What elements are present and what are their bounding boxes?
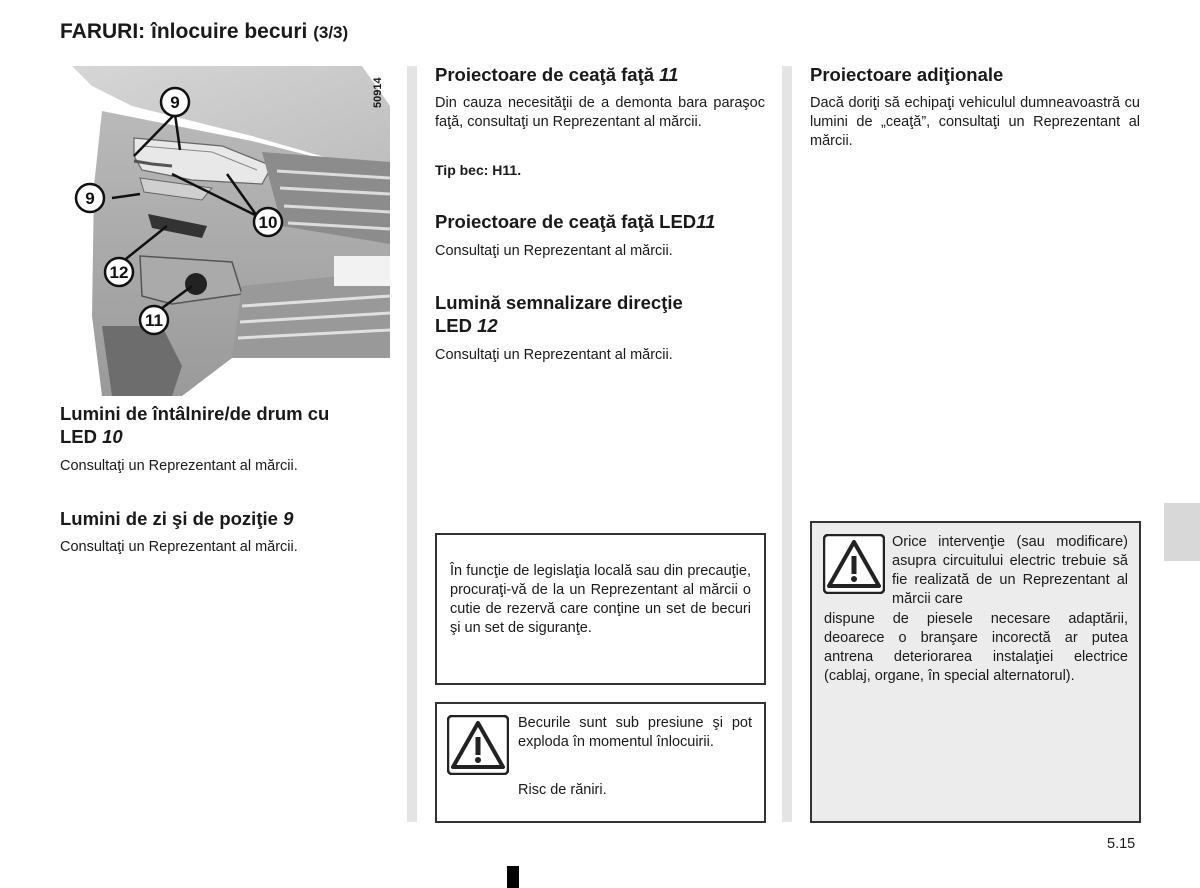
page-number: 5.15 xyxy=(1107,836,1136,852)
car-front-drawing xyxy=(72,66,390,396)
column-separator-2 xyxy=(782,66,792,822)
middle-section3-heading-line1: Lumină semnalizare direcţie xyxy=(435,292,683,313)
page-title-main: FARURI: înlocuire becuri xyxy=(60,20,308,43)
callout-label-11: 11 xyxy=(145,311,163,330)
electrical-warning-text-top: Orice intervenţie (sau modificare) asupra circuitului electric trebuie să fie realizată de un Reprezentant al mărcii care xyxy=(892,534,1128,607)
warning-triangle-icon xyxy=(447,715,509,780)
middle-section3-body: Consultaţi un Reprezentant al mărcii. xyxy=(435,347,673,363)
left-section1-heading-line1: Lumini de întâlnire/de drum cu xyxy=(60,403,330,424)
electrical-circuit-warning-box xyxy=(810,521,1141,823)
right-section1-body: Dacă doriţi să echipaţi vehiculul dumneavoastră cu lumini de „ceaţă”, consultaţi un Reprezentant al mărcii. xyxy=(810,95,1140,149)
bulb-pressure-warning-box xyxy=(435,702,766,823)
spare-bulbs-note-box xyxy=(435,533,766,685)
middle-section3-heading xyxy=(435,291,775,337)
bulb-pressure-warning-text: Becurile sunt sub presiune şi pot exploda în momentul înlocuirii. xyxy=(518,715,752,750)
left-section1-heading xyxy=(60,402,400,448)
callout-label-9-left: 9 xyxy=(85,189,95,208)
column-separator-1 xyxy=(407,66,417,822)
callout-label-9-top: 9 xyxy=(170,93,180,112)
bulb-pressure-risk-text: Risc de răniri. xyxy=(518,782,607,798)
left-section2-heading: Lumini de zi şi de poziţie 9 xyxy=(60,508,294,529)
left-section2-body: Consultaţi un Reprezentant al mărcii. xyxy=(60,539,298,555)
headlight-illustration xyxy=(72,66,390,396)
middle-section2-heading: Proiectoare de ceaţă faţă LED11 xyxy=(435,211,716,232)
spare-bulbs-note-text: În funcţie de legislaţia locală sau din precauţie, procuraţi-vă de la un Reprezentant al mărcii o cutie de rezervă care conţine un set de becuri şi un set de siguranţe. xyxy=(450,563,751,636)
right-section1-heading: Proiectoare adiţionale xyxy=(810,64,1004,85)
electrical-warning-text-bottom: dispune de piesele necesare adaptării, deoarece o branşare incorectă ar putea antrena deteriorarea instalaţiei electrice (cablaj, organe, în special alternatorul). xyxy=(824,611,1128,684)
left-section1-heading-line2: LED 10 xyxy=(60,426,123,447)
crop-mark xyxy=(507,866,519,888)
middle-section3-heading-line2: LED 12 xyxy=(435,315,498,336)
chapter-tab xyxy=(1164,503,1200,561)
middle-section1-heading: Proiectoare de ceaţă faţă 11 xyxy=(435,64,679,85)
page-title xyxy=(60,20,348,44)
callout-label-10: 10 xyxy=(258,213,278,232)
page-title-suffix: (3/3) xyxy=(313,23,349,42)
illustration-code: 50914 xyxy=(372,77,384,108)
bulb-type: Tip bec: H11. xyxy=(435,162,522,178)
middle-section1-body: Din cauza necesităţii de a demonta bara paraşoc faţă, consultaţi un Reprezentant al mărcii. xyxy=(435,95,765,130)
callout-label-12: 12 xyxy=(109,263,129,282)
middle-section2-body: Consultaţi un Reprezentant al mărcii. xyxy=(435,243,673,259)
warning-triangle-icon xyxy=(823,534,885,599)
left-section1-body: Consultaţi un Reprezentant al mărcii. xyxy=(60,458,298,474)
